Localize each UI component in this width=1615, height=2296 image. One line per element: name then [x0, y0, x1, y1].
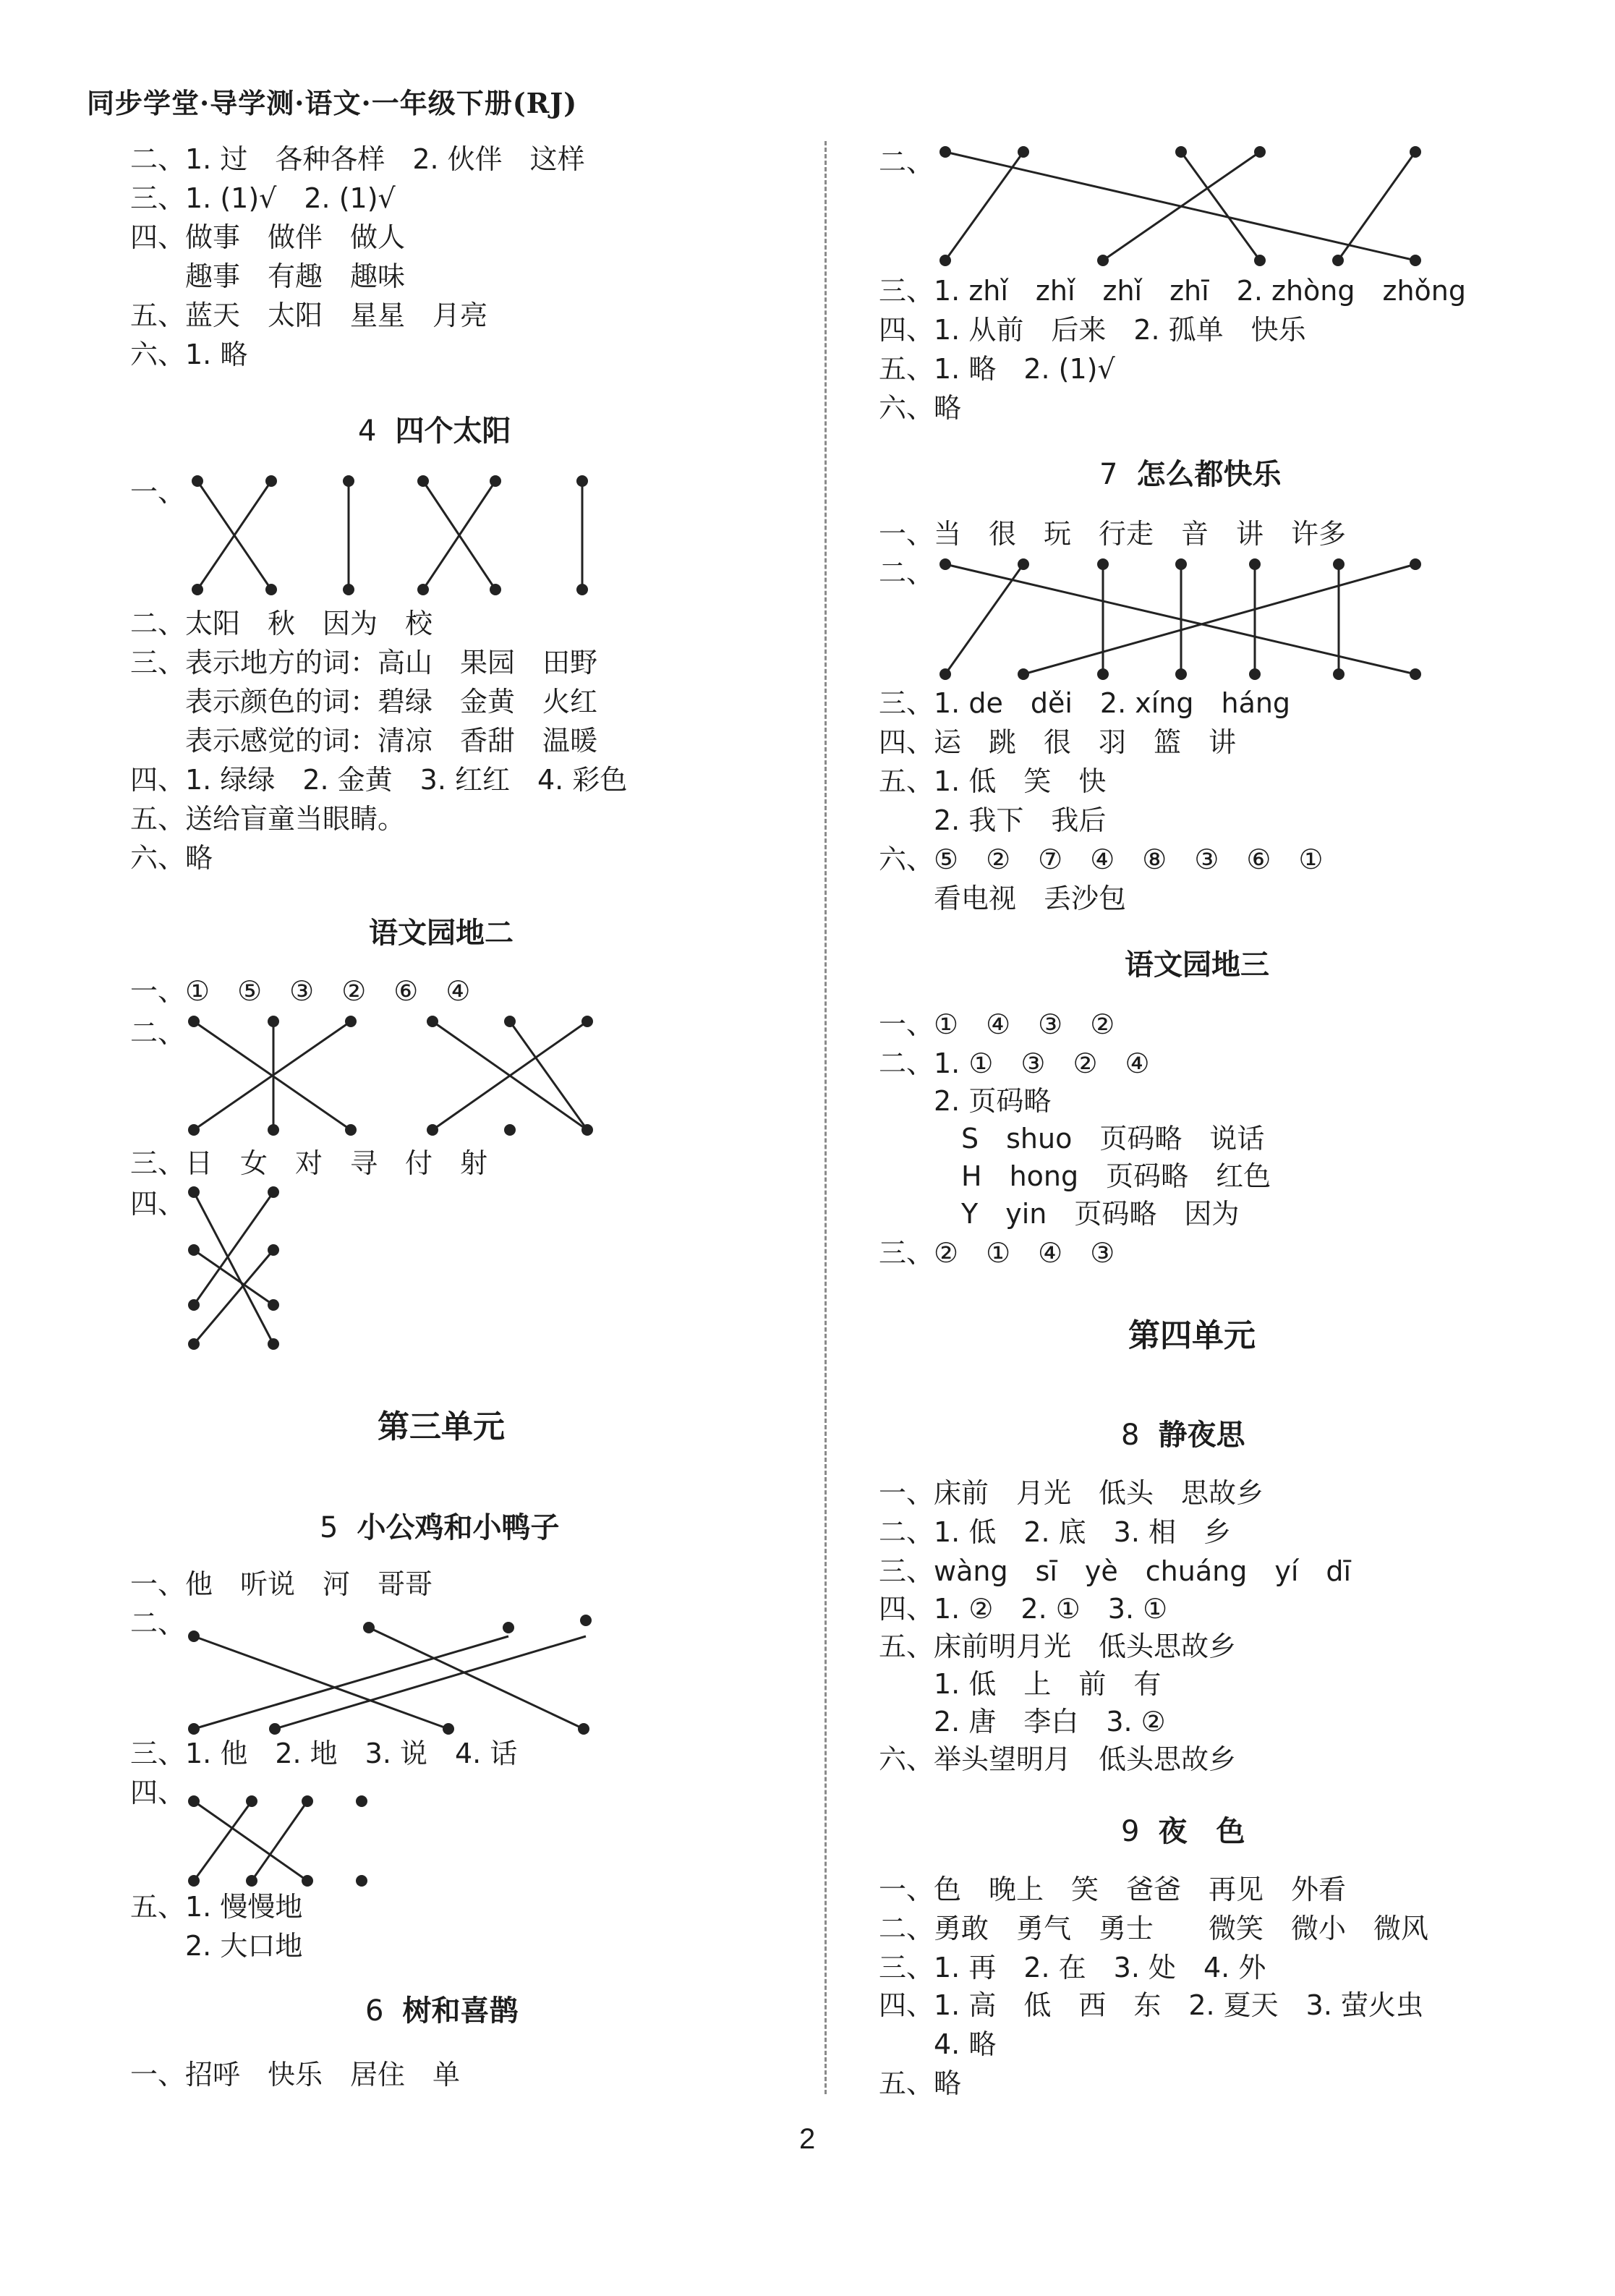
answer-line: 四、1. 高 低 西 东 2. 夏天 3. 萤火虫: [879, 1989, 1424, 2021]
answer-line: 趣事 有趣 趣味: [130, 260, 406, 292]
answer-line: 一、招呼 快乐 居住 单: [130, 2059, 461, 2091]
answer-line: 四、1. 从前 后来 2. 孤单 快乐: [879, 314, 1306, 346]
answer-line: 表示颜色的词：碧绿 金黄 火红: [130, 686, 598, 718]
answer-line: 六、略: [130, 842, 213, 874]
answer-label: 四、: [130, 1777, 186, 1808]
lesson-number: 9: [1121, 1815, 1140, 1848]
answer-line: 四、1. ② 2. ① 3. ①: [879, 1593, 1168, 1625]
lesson-number: 4: [358, 414, 377, 448]
answer-line: 五、略: [879, 2067, 962, 2099]
answer-label: 二、: [879, 557, 934, 589]
answer-label: 二、: [130, 1017, 186, 1049]
answer-label: 一、: [130, 476, 186, 508]
page-header: 同步学堂·导学测·语文·一年级下册(RJ): [87, 87, 578, 119]
answer-label: 二、: [130, 1607, 186, 1639]
answer-line: 三、1. 他 2. 地 3. 说 4. 话: [130, 1738, 518, 1769]
answer-line: 六、举头望明月 低头思故乡: [879, 1743, 1237, 1775]
answer-line: 一、他 听说 河 哥哥: [130, 1568, 433, 1600]
answer-line: 四、运 跳 很 羽 篮 讲: [879, 726, 1237, 758]
section-title: 语文园地二: [369, 917, 514, 950]
answer-line: 四、1. 绿绿 2. 金黄 3. 红红 4. 彩色: [130, 764, 628, 796]
answer-line: 二、1. ① ③ ② ④: [879, 1047, 1150, 1079]
answer-line: 五、1. 慢慢地: [130, 1891, 303, 1923]
lesson-number: 7: [1099, 458, 1118, 491]
answer-line: 三、日 女 对 寻 付 射: [130, 1147, 488, 1179]
unit-title: 第四单元: [1128, 1317, 1256, 1354]
answer-line: 六、⑤ ② ⑦ ④ ⑧ ③ ⑥ ①: [879, 843, 1324, 875]
answer-line: 二、1. 过 各种各样 2. 伙伴 这样: [130, 143, 585, 175]
lesson-number: 8: [1121, 1419, 1140, 1452]
answer-line: 一、床前 月光 低头 思故乡: [879, 1477, 1264, 1509]
lesson-number: 5: [320, 1511, 338, 1544]
answer-line: 4. 略: [879, 2028, 997, 2060]
lesson-number: 6: [365, 1994, 384, 2028]
answer-line: 三、表示地方的词：高山 果园 田野: [130, 647, 598, 679]
answer-line: 五、床前明月光 低头思故乡: [879, 1630, 1237, 1662]
answer-line: 三、1. 再 2. 在 3. 处 4. 外: [879, 1952, 1266, 1984]
answer-line: Y yin 页码略 因为: [879, 1198, 1240, 1230]
answer-line: 五、1. 低 笑 快: [879, 765, 1107, 797]
answer-line: 一、① ④ ③ ②: [879, 1008, 1115, 1040]
answer-line: S shuo 页码略 说话: [879, 1123, 1265, 1155]
answer-line: 四、做事 做伴 做人: [130, 221, 406, 253]
answer-line: 六、略: [879, 392, 962, 424]
answer-label: 四、: [130, 1188, 186, 1220]
unit-title: 第三单元: [378, 1408, 505, 1445]
answer-line: 表示感觉的词：清凉 香甜 温暖: [130, 725, 598, 757]
answer-line: H hong 页码略 红色: [879, 1160, 1271, 1192]
answer-line: 二、勇敢 勇气 勇士 微笑 微小 微风: [879, 1913, 1429, 1944]
answer-line: 2. 唐 李白 3. ②: [879, 1706, 1166, 1738]
answer-line: 三、② ① ④ ③: [879, 1237, 1115, 1269]
answer-line: 五、1. 略 2. (1)√: [879, 353, 1115, 385]
lesson-title: [1121, 1808, 1245, 1850]
lesson-name: 怎么都快乐: [1136, 458, 1282, 491]
lesson-name: 树和喜鹊: [402, 1994, 519, 2028]
lesson-name: 小公鸡和小鸭子: [357, 1511, 560, 1544]
lesson-name: 静夜思: [1158, 1419, 1245, 1452]
answer-label: 二、: [879, 146, 934, 178]
answer-line: 一、色 晚上 笑 爸爸 再见 外看: [879, 1874, 1347, 1905]
answer-line: 一、① ⑤ ③ ② ⑥ ④: [130, 975, 471, 1007]
answer-line: 五、送给盲童当眼睛。: [130, 803, 406, 835]
lesson-title: [365, 1988, 518, 2029]
lesson-name: 夜 色: [1158, 1815, 1245, 1848]
answer-line: 看电视 丢沙包: [879, 883, 1127, 914]
answer-line: 2. 大口地: [130, 1930, 303, 1962]
answer-line: 二、太阳 秋 因为 校: [130, 608, 433, 639]
section-title: 语文园地三: [1125, 948, 1269, 982]
answer-line: 2. 我下 我后: [879, 804, 1107, 836]
answer-line: 1. 低 上 前 有: [879, 1668, 1162, 1700]
column-divider: [824, 141, 827, 2094]
answer-line: 三、wàng sī yè chuáng yí dī: [879, 1555, 1352, 1587]
answer-line: 三、1. (1)√ 2. (1)√: [130, 182, 396, 214]
lesson-name: 四个太阳: [395, 414, 511, 448]
answer-line: 六、1. 略: [130, 339, 248, 370]
lesson-title: [1121, 1412, 1245, 1453]
answer-line: 三、1. zhǐ zhǐ zhǐ zhī 2. zhòng zhǒng: [879, 275, 1466, 307]
answer-line: 五、蓝天 太阳 星星 月亮: [130, 299, 488, 331]
answer-line: 一、当 很 玩 行走 音 讲 许多: [879, 518, 1347, 550]
page-number: 2: [799, 2123, 816, 2155]
answer-line: 三、1. de děi 2. xíng háng: [879, 687, 1291, 719]
answer-line: 2. 页码略: [879, 1085, 1052, 1117]
answer-line: 二、1. 低 2. 底 3. 相 乡: [879, 1516, 1232, 1548]
